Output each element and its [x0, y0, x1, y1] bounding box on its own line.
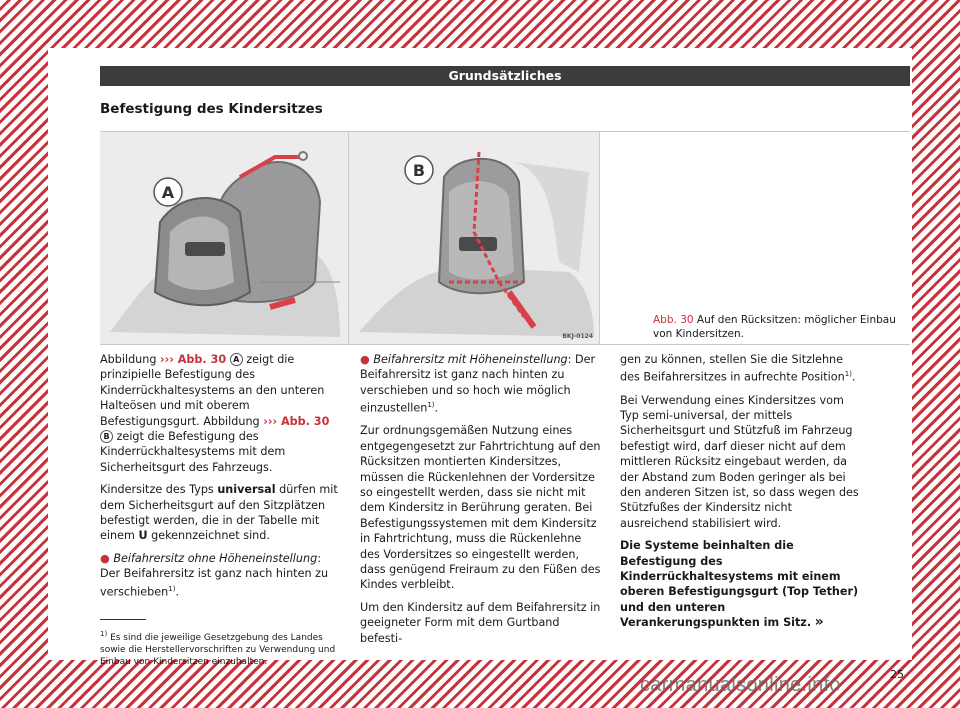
paragraph: [100, 352, 342, 475]
paragraph: Um den Kindersitz auf dem Beifahrersitz in geeigneter Form mit dem Gurtband befesti-: [360, 600, 601, 645]
figure-panel-a: [100, 132, 349, 344]
page: [48, 48, 912, 681]
footnote-ref[interactable]: 1): [427, 401, 435, 410]
callout-badge: A: [230, 353, 243, 366]
figure-panel-b: [349, 132, 600, 344]
paragraph: Zur ordnungsgemäßen Nutzung eines entgegengesetzt zur Fahrtrichtung auf den Rücksitzen montierten Kindersitzes, müssen die Rückenlehnen der Vordersitze so eingestellt werden, dass sie nicht mit dem Kindersitz in Berührung geraten. Bei Befestigungssystemen mit dem Kindersitz in Fahrtrichtung, muss die Rückenlehne des Vordersitzes so eingestellt werden, dass genügend Freiraum zu den Füßen des Kindes verbleibt.: [360, 424, 601, 592]
figure-caption: [653, 313, 903, 341]
watermark: carmanualsonline.info: [640, 674, 841, 696]
text: .: [434, 401, 439, 415]
footnote-divider: [100, 619, 146, 620]
figure-label-a: A: [161, 183, 175, 202]
footnote-text: Es sind die jeweilige Gesetzgebung des Landes sowie die Herstellervorschriften zu Verwendung und Einbau von Kindersitzen einzuhalten.: [100, 633, 336, 667]
footnote: [100, 628, 350, 668]
text-column-2: [360, 352, 602, 653]
text: gekennzeichnet sind.: [151, 529, 270, 543]
paragraph: [620, 538, 862, 630]
text-column-1: [100, 352, 342, 607]
bullet-item: [360, 352, 602, 416]
bullet-heading: Beifahrersitz ohne Höheneinstellung: [113, 551, 318, 565]
text: gen zu können, stellen Sie die Sitzlehne des Beifahrersitzes in aufrechte Position: [620, 353, 845, 385]
paragraph: Bei Verwendung eines Kindersitzes vom Typ semi-universal, der mittels Sicherheitsgurt und Stützfuß im Fahrzeug befestigt wird, darf dieser nicht auf dem mittleren Rücksitz eingebaut werden, da der Abstand zum Boden geringer als bei den anderen Sitzen ist, so dass wegen des Stützfußes der Kindersitz nicht ausreichend stabilisiert wird.: [620, 393, 859, 530]
text: .: [851, 371, 856, 385]
bullet-icon: ●: [360, 353, 370, 366]
figure-link[interactable]: ››› Abb. 30: [160, 353, 227, 366]
text: zeigt die prinzipielle Befestigung des Kinderrückhaltesystems an den unteren Halteösen und mit oberem Befestigungsgurt. Abbildung: [100, 353, 325, 428]
text: : Der Beifahrersitz ist ganz nach hinten zu verschieben: [100, 551, 329, 599]
emphasis: universal: [217, 483, 276, 497]
child-seat-illustration-b: [349, 132, 599, 344]
text: .: [175, 585, 179, 599]
text: dürfen mit dem Sicherheitsgurt auf den Sitzplätzen befestigt werden, die in der Tabelle mit einem: [100, 483, 338, 543]
bullet-item: [100, 551, 342, 600]
text: Abbildung: [100, 353, 157, 366]
bullet-heading: Beifahrersitz mit Höheneinstellung: [373, 353, 568, 366]
callout-badge: B: [100, 430, 113, 443]
paragraph: [620, 352, 862, 386]
figure-30: [100, 131, 910, 345]
child-seat-illustration-a: [100, 132, 348, 344]
figure-caption-text: Auf den Rücksitzen: möglicher Einbau von Kindersitzen.: [653, 314, 896, 340]
paragraph: [100, 482, 342, 544]
section-title: Befestigung des Kindersitzes: [100, 101, 323, 117]
footnote-ref[interactable]: 1): [844, 370, 852, 379]
text: : Der Beifahrersitz ist ganz nach hinten zu verschieben und so hoch wie möglich einzustellen: [360, 353, 596, 415]
text: Kindersitze des Typs: [100, 483, 214, 497]
continue-arrow-icon: »: [814, 614, 824, 631]
footnote-ref[interactable]: 1): [168, 584, 176, 593]
page-number: 25: [890, 668, 904, 681]
bold-text: Die Systeme beinhalten die Befestigung des Kinderrückhaltesystems mit einem oberen Befestigungsgurt (Top Tether) und den unteren Verankerungspunkten im Sitz.: [620, 539, 859, 630]
emphasis: U: [138, 529, 148, 543]
figure-link[interactable]: ››› Abb. 30: [263, 414, 330, 428]
text-column-3: [620, 352, 862, 638]
figure-label-b: B: [412, 161, 426, 180]
bullet-icon: ●: [100, 551, 110, 565]
footnote-mark: 1): [100, 630, 108, 638]
chapter-header: Grundsätzliches: [100, 66, 910, 86]
figure-caption-ref: Abb. 30: [653, 314, 694, 326]
text: zeigt die Befestigung des Kinderrückhaltesystems mit dem Sicherheitsgurt des Fahrzeugs.: [100, 430, 286, 474]
figure-code: BKJ-0124: [562, 333, 593, 340]
